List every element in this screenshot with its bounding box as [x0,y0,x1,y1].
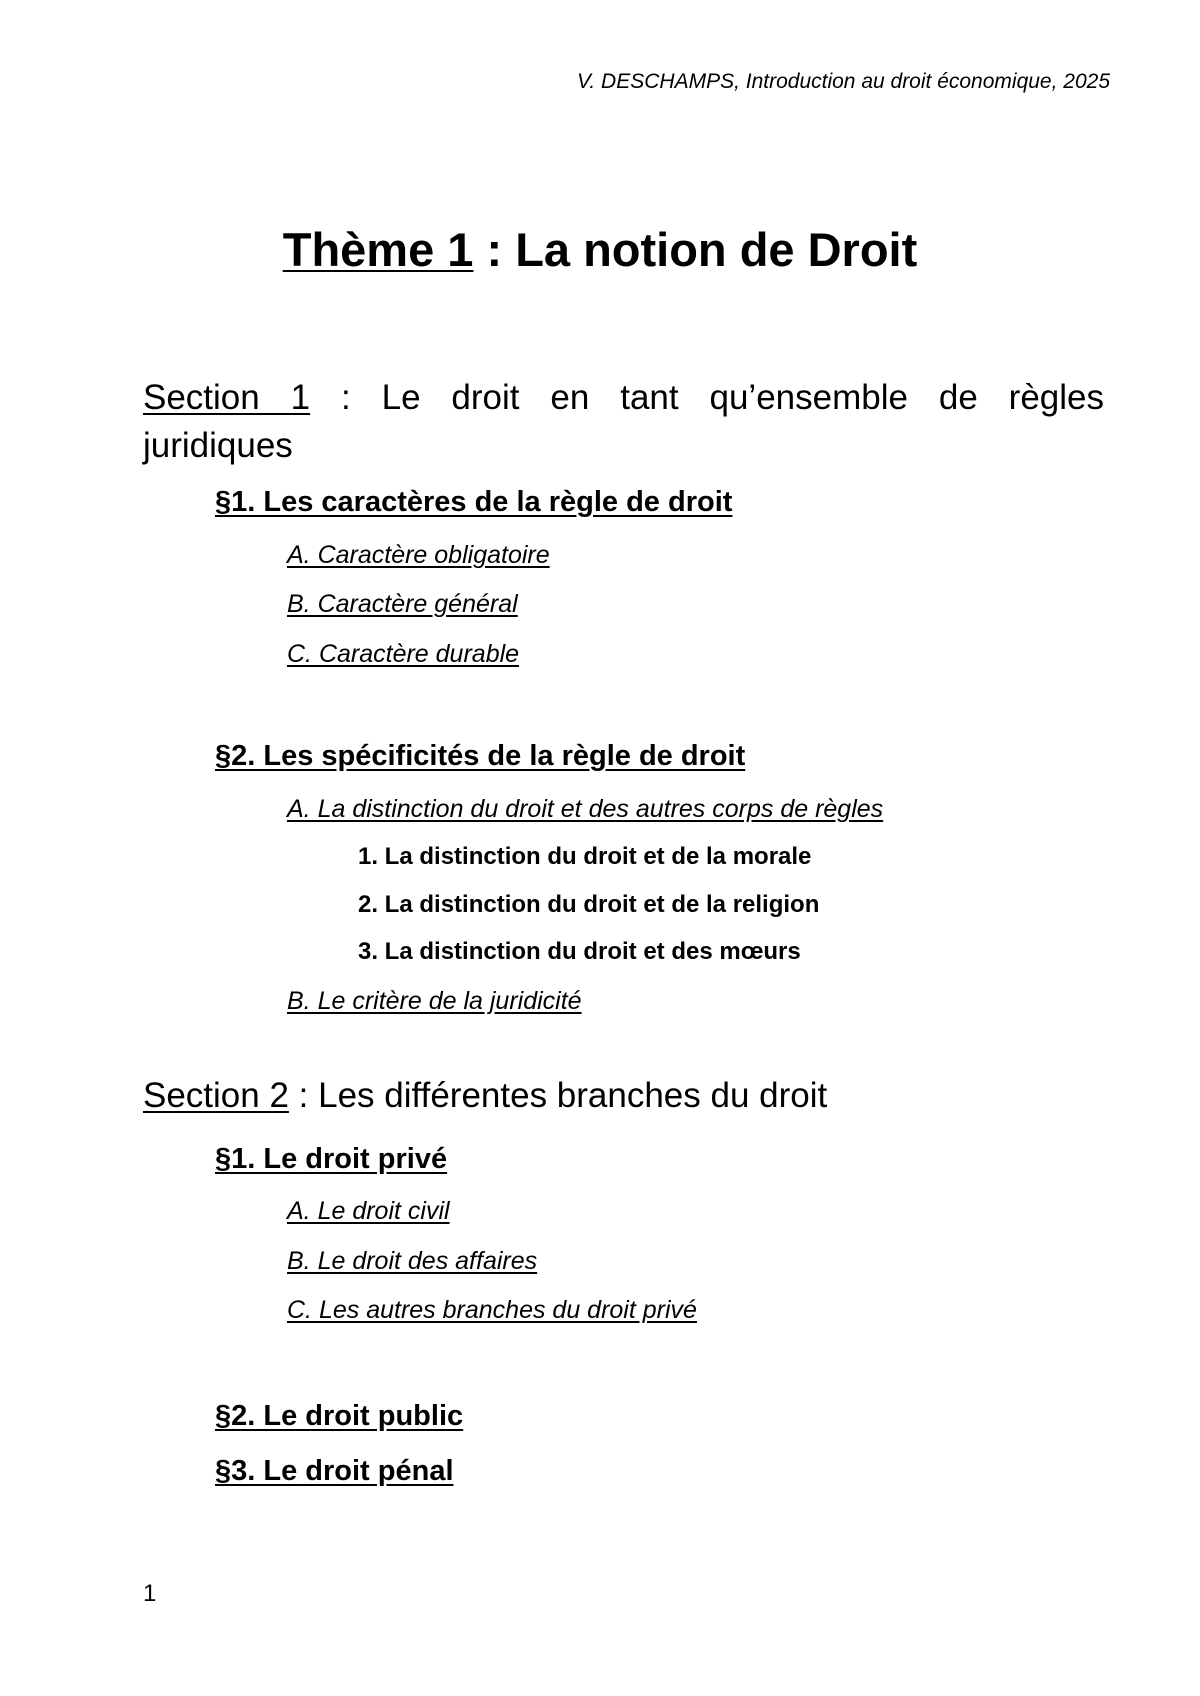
section-1-p2-item-1: 1. La distinction du droit et de la morale [358,843,812,870]
section-1-p2-sub-a: A. La distinction du droit et des autres corps de règles [287,795,884,823]
section-1-p2-item-2: 2. La distinction du droit et de la religion [358,891,820,918]
section-2-title: : Les différentes branches du droit [288,1076,828,1115]
theme-title: : La notion de Droit [473,223,918,276]
section-1-title: : Le droit en tant qu’ensemble de règles juridiques [143,378,1104,465]
section-2-paragraph-2: §2. Le droit public [215,1400,464,1432]
running-header: V. DESCHAMPS, Introduction au droit économique, 2025 [576,70,1110,93]
section-1-label: Section 1 [143,378,311,417]
theme-label: Thème 1 [282,223,474,276]
section-1-heading [143,374,1104,470]
section-2-p1-sub-c: C. Les autres branches du droit privé [287,1296,697,1324]
section-2-label: Section 2 [143,1076,289,1115]
section-1-paragraph-1: §1. Les caractères de la règle de droit [215,486,733,518]
section-1-p1-sub-b: B. Caractère général [287,590,518,618]
section-1-p2-sub-b: B. Le critère de la juridicité [287,987,582,1015]
page-number: 1 [143,1580,157,1607]
section-1-p2-item-3: 3. La distinction du droit et des mœurs [358,938,801,965]
section-1-p1-sub-c: C. Caractère durable [287,640,520,668]
section-1-p1-sub-a: A. Caractère obligatoire [287,541,550,569]
section-2-paragraph-1: §1. Le droit privé [215,1143,448,1175]
section-2-paragraph-3: §3. Le droit pénal [215,1455,454,1487]
page-title [0,222,1200,277]
section-2-heading [143,1076,827,1116]
section-1-paragraph-2: §2. Les spécificités de la règle de droit [215,740,746,772]
section-2-p1-sub-b: B. Le droit des affaires [287,1247,538,1275]
section-2-p1-sub-a: A. Le droit civil [287,1197,450,1225]
